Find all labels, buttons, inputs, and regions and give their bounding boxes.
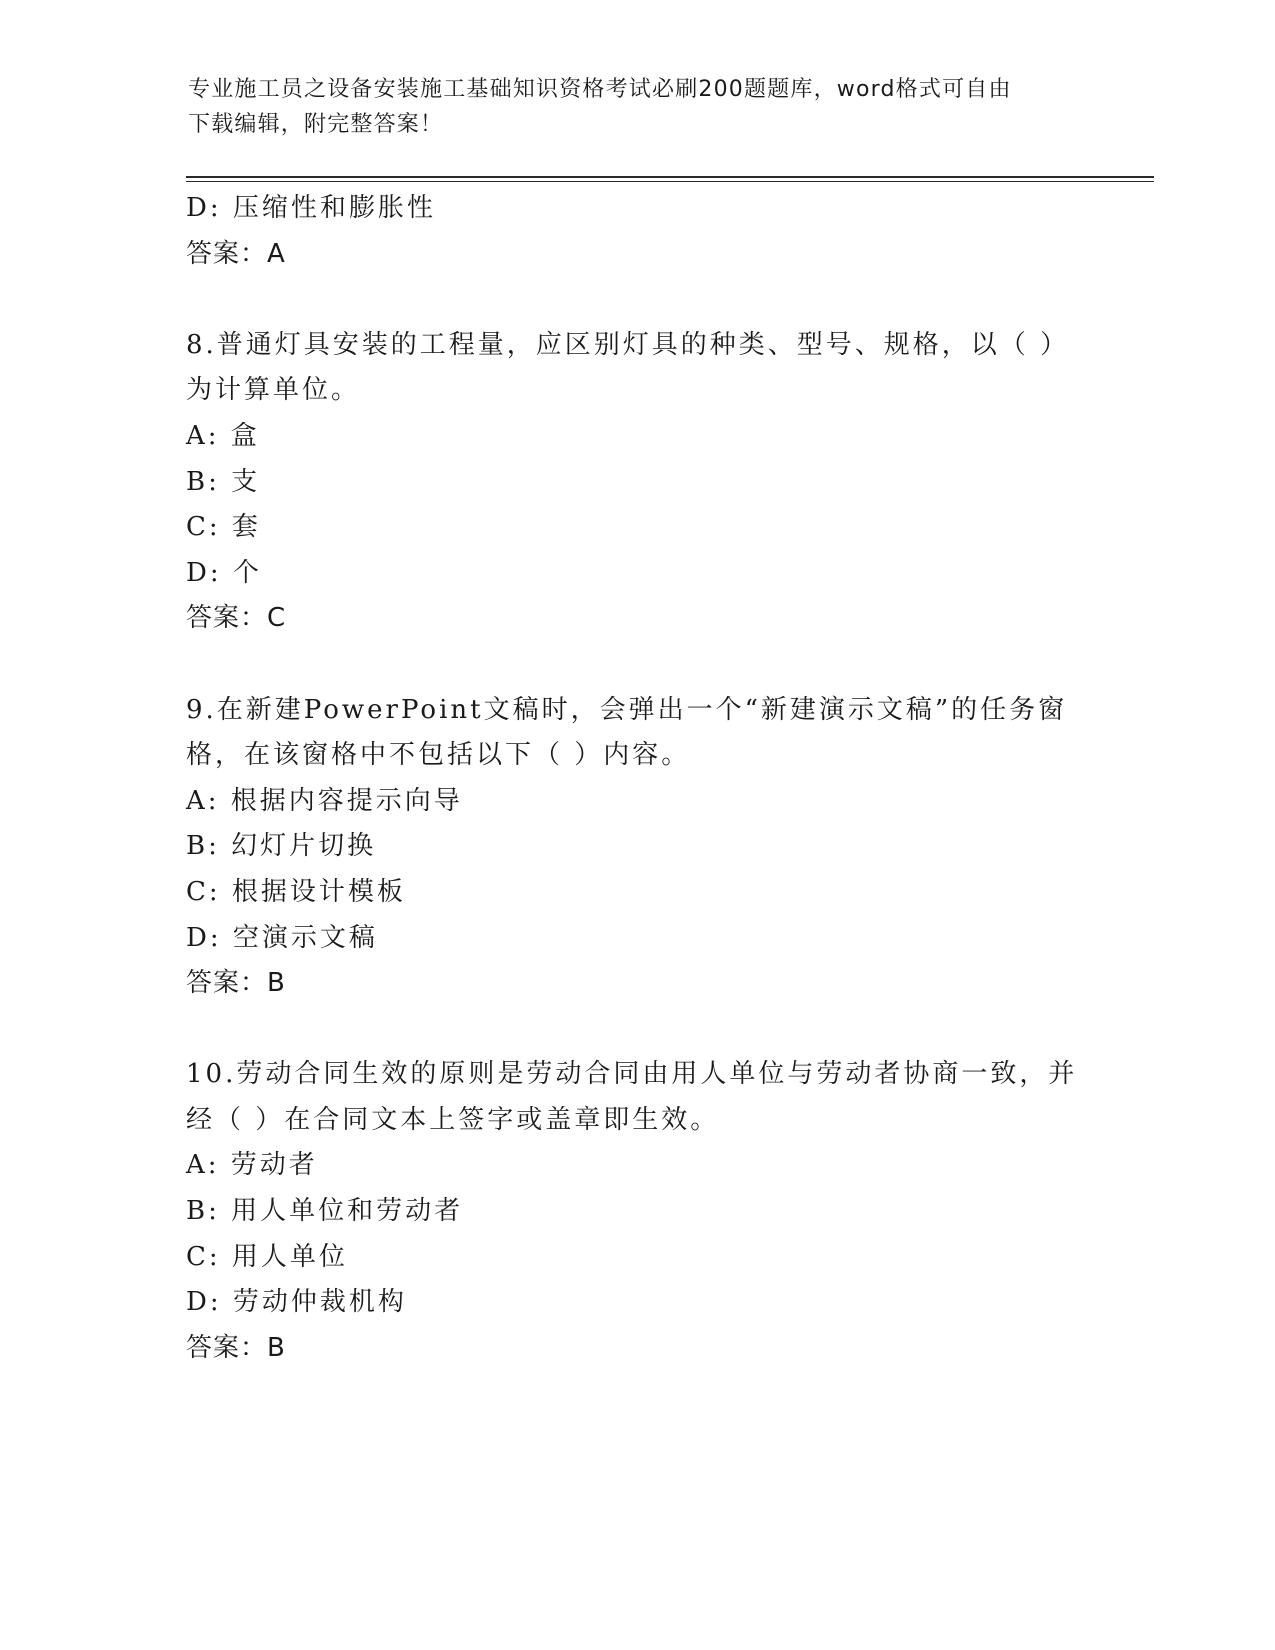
spacer [186,1007,1086,1053]
option-d: D: 劳动仲裁机构 [186,1287,407,1318]
option-b: B: 用人单位和劳动者 [186,1196,464,1227]
option-c: C: 根据设计模板 [186,876,406,907]
question-text-line-1: 8.普通灯具安装的工程量，应区别灯具的种类、型号、规格，以（ ） [186,329,1070,360]
question-10 [186,1052,1086,1371]
option-b: B: 支 [186,466,261,497]
option-d: D: 压缩性和膨胀性 [186,193,436,223]
answer-line: 答案：B [186,1332,286,1363]
option-d: D: 空演示文稿 [186,922,378,953]
answer-line: 答案：B [186,968,286,999]
option-a: A: 盒 [186,420,260,451]
option-b: B: 幻灯片切换 [186,831,377,862]
answer-line: 答案：A [186,238,286,269]
option-c: C: 套 [186,512,261,543]
spacer [186,277,1086,323]
question-list [186,186,1086,1371]
question-text-line-2: 格，在该窗格中不包括以下（ ）内容。 [186,740,691,771]
option-a: A: 根据内容提示向导 [186,785,463,816]
option-d: D: 个 [186,557,262,588]
header-divider-thick [186,176,1154,178]
header-line-2: 下载编辑，附完整答案！ [188,112,444,137]
spacer [186,642,1086,688]
answer-line: 答案：C [186,603,287,634]
question-text-line-1: 9.在新建PowerPoint文稿时，会弹出一个“新建演示文稿”的任务窗 [186,694,1068,725]
previous-question-tail [186,186,1086,277]
question-8 [186,323,1086,642]
option-c: C: 用人单位 [186,1241,348,1272]
header-divider-thin [186,181,1154,182]
header-line-1: 专业施工员之设备安装施工基础知识资格考试必刷200题题库，word格式可自由 [188,77,1012,102]
option-a: A: 劳动者 [186,1150,318,1181]
question-text-line-2: 经（ ）在合同文本上签字或盖章即生效。 [186,1104,720,1135]
question-text-line-2: 为计算单位。 [186,375,361,406]
question-text-line-1: 10.劳动合同生效的原则是劳动合同由用人单位与劳动者协商一致，并 [186,1059,1078,1090]
question-9 [186,688,1086,1007]
document-header [188,72,1088,142]
